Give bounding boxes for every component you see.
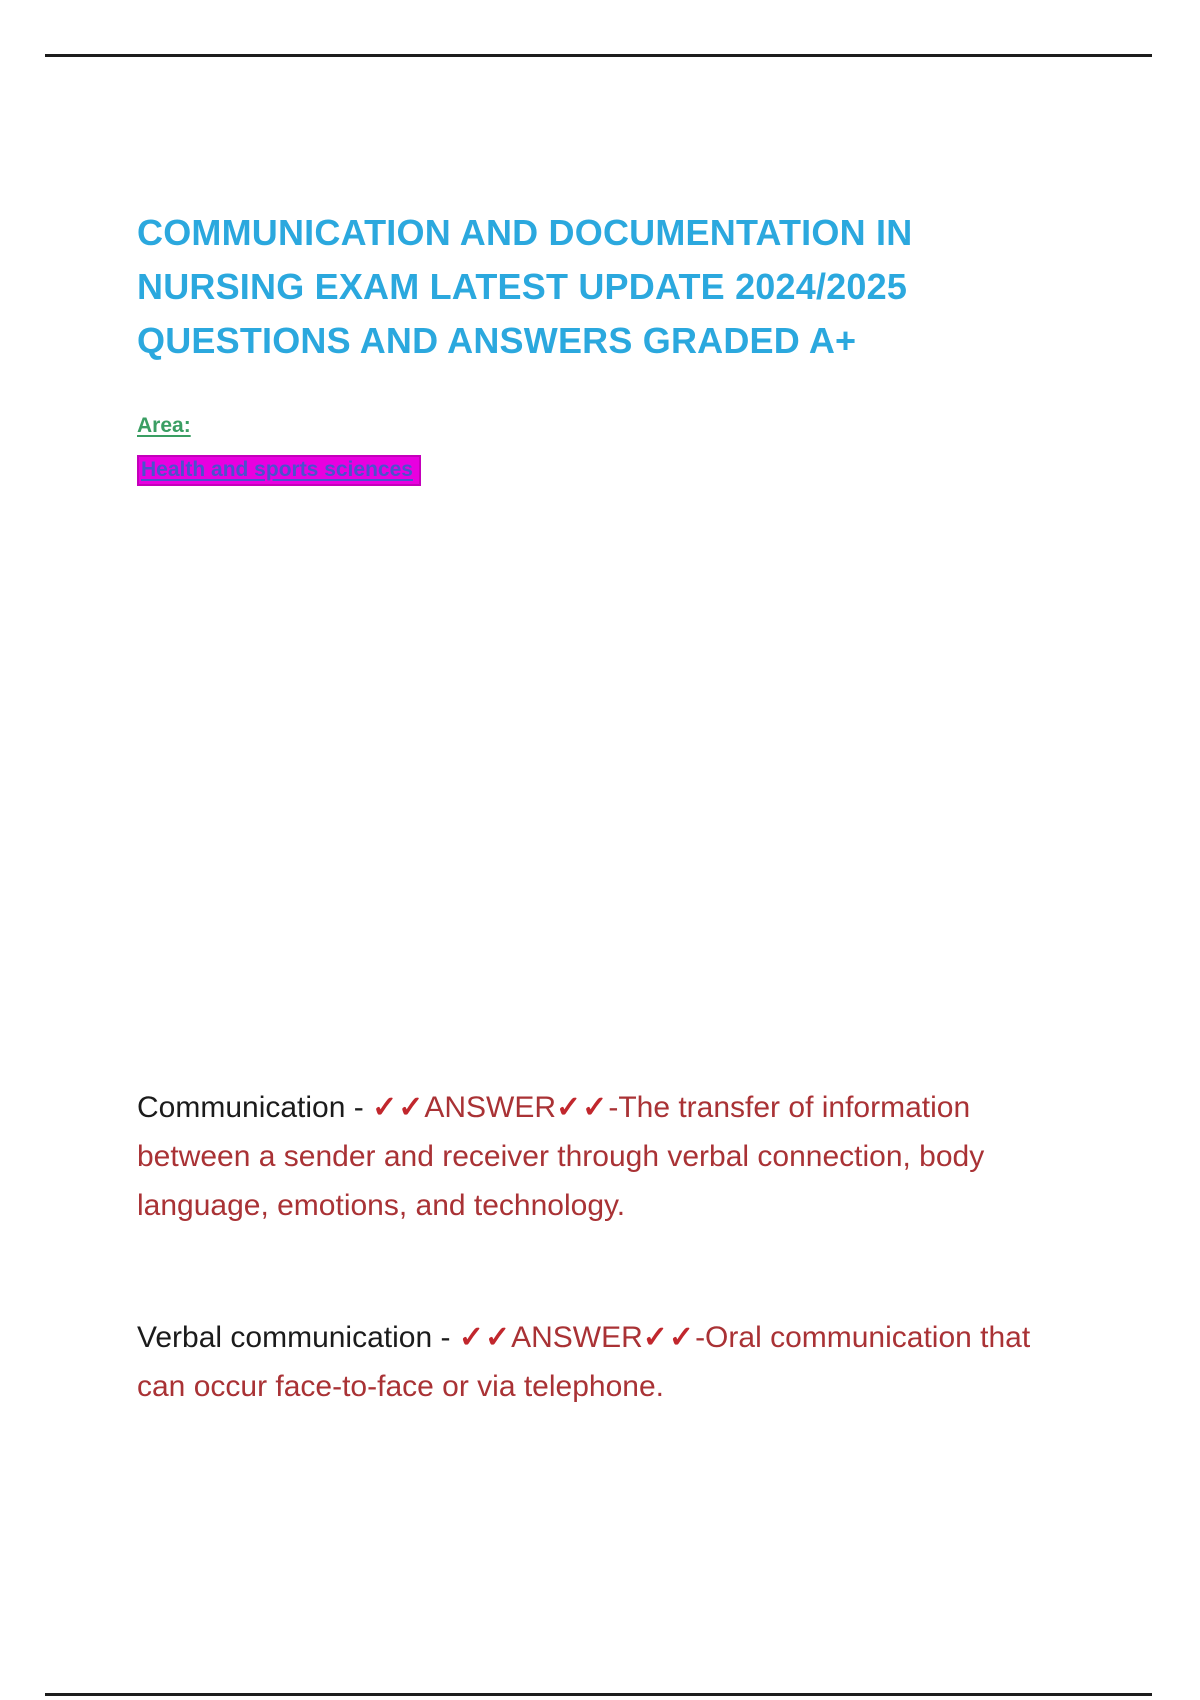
bottom-horizontal-rule <box>45 1693 1152 1696</box>
document-title <box>137 206 1117 368</box>
answer-label: ANSWER <box>511 1321 643 1354</box>
qa-term: Communication - <box>137 1091 373 1124</box>
qa-item <box>137 1313 1072 1411</box>
answer-label: ANSWER <box>424 1091 557 1124</box>
area-value-link[interactable]: Health and sports sciences <box>141 458 413 481</box>
qa-term: Verbal communication - <box>137 1321 459 1354</box>
qa-item <box>137 1083 1072 1230</box>
area-value-highlight[interactable] <box>137 455 421 486</box>
top-horizontal-rule <box>45 54 1152 57</box>
checkmarks-open: ✓✓ <box>372 1091 425 1124</box>
document-title-line-2: NURSING EXAM LATEST UPDATE 2024/2025 <box>137 266 908 307</box>
qa-definition: -Oral communication that can occur face-to-face or via telephone. <box>137 1321 1031 1403</box>
checkmarks-close: ✓✓ <box>556 1091 609 1124</box>
qa-definition: -The transfer of information between a sender and receiver through verbal connection, body language, emotions, and technology. <box>137 1091 985 1222</box>
area-label: Area: <box>137 414 191 437</box>
checkmarks-close: ✓✓ <box>642 1321 696 1354</box>
document-title-line-1: COMMUNICATION AND DOCUMENTATION IN <box>137 212 913 253</box>
document-title-line-3: QUESTIONS AND ANSWERS GRADED A+ <box>137 320 857 361</box>
checkmarks-open: ✓✓ <box>458 1321 512 1354</box>
